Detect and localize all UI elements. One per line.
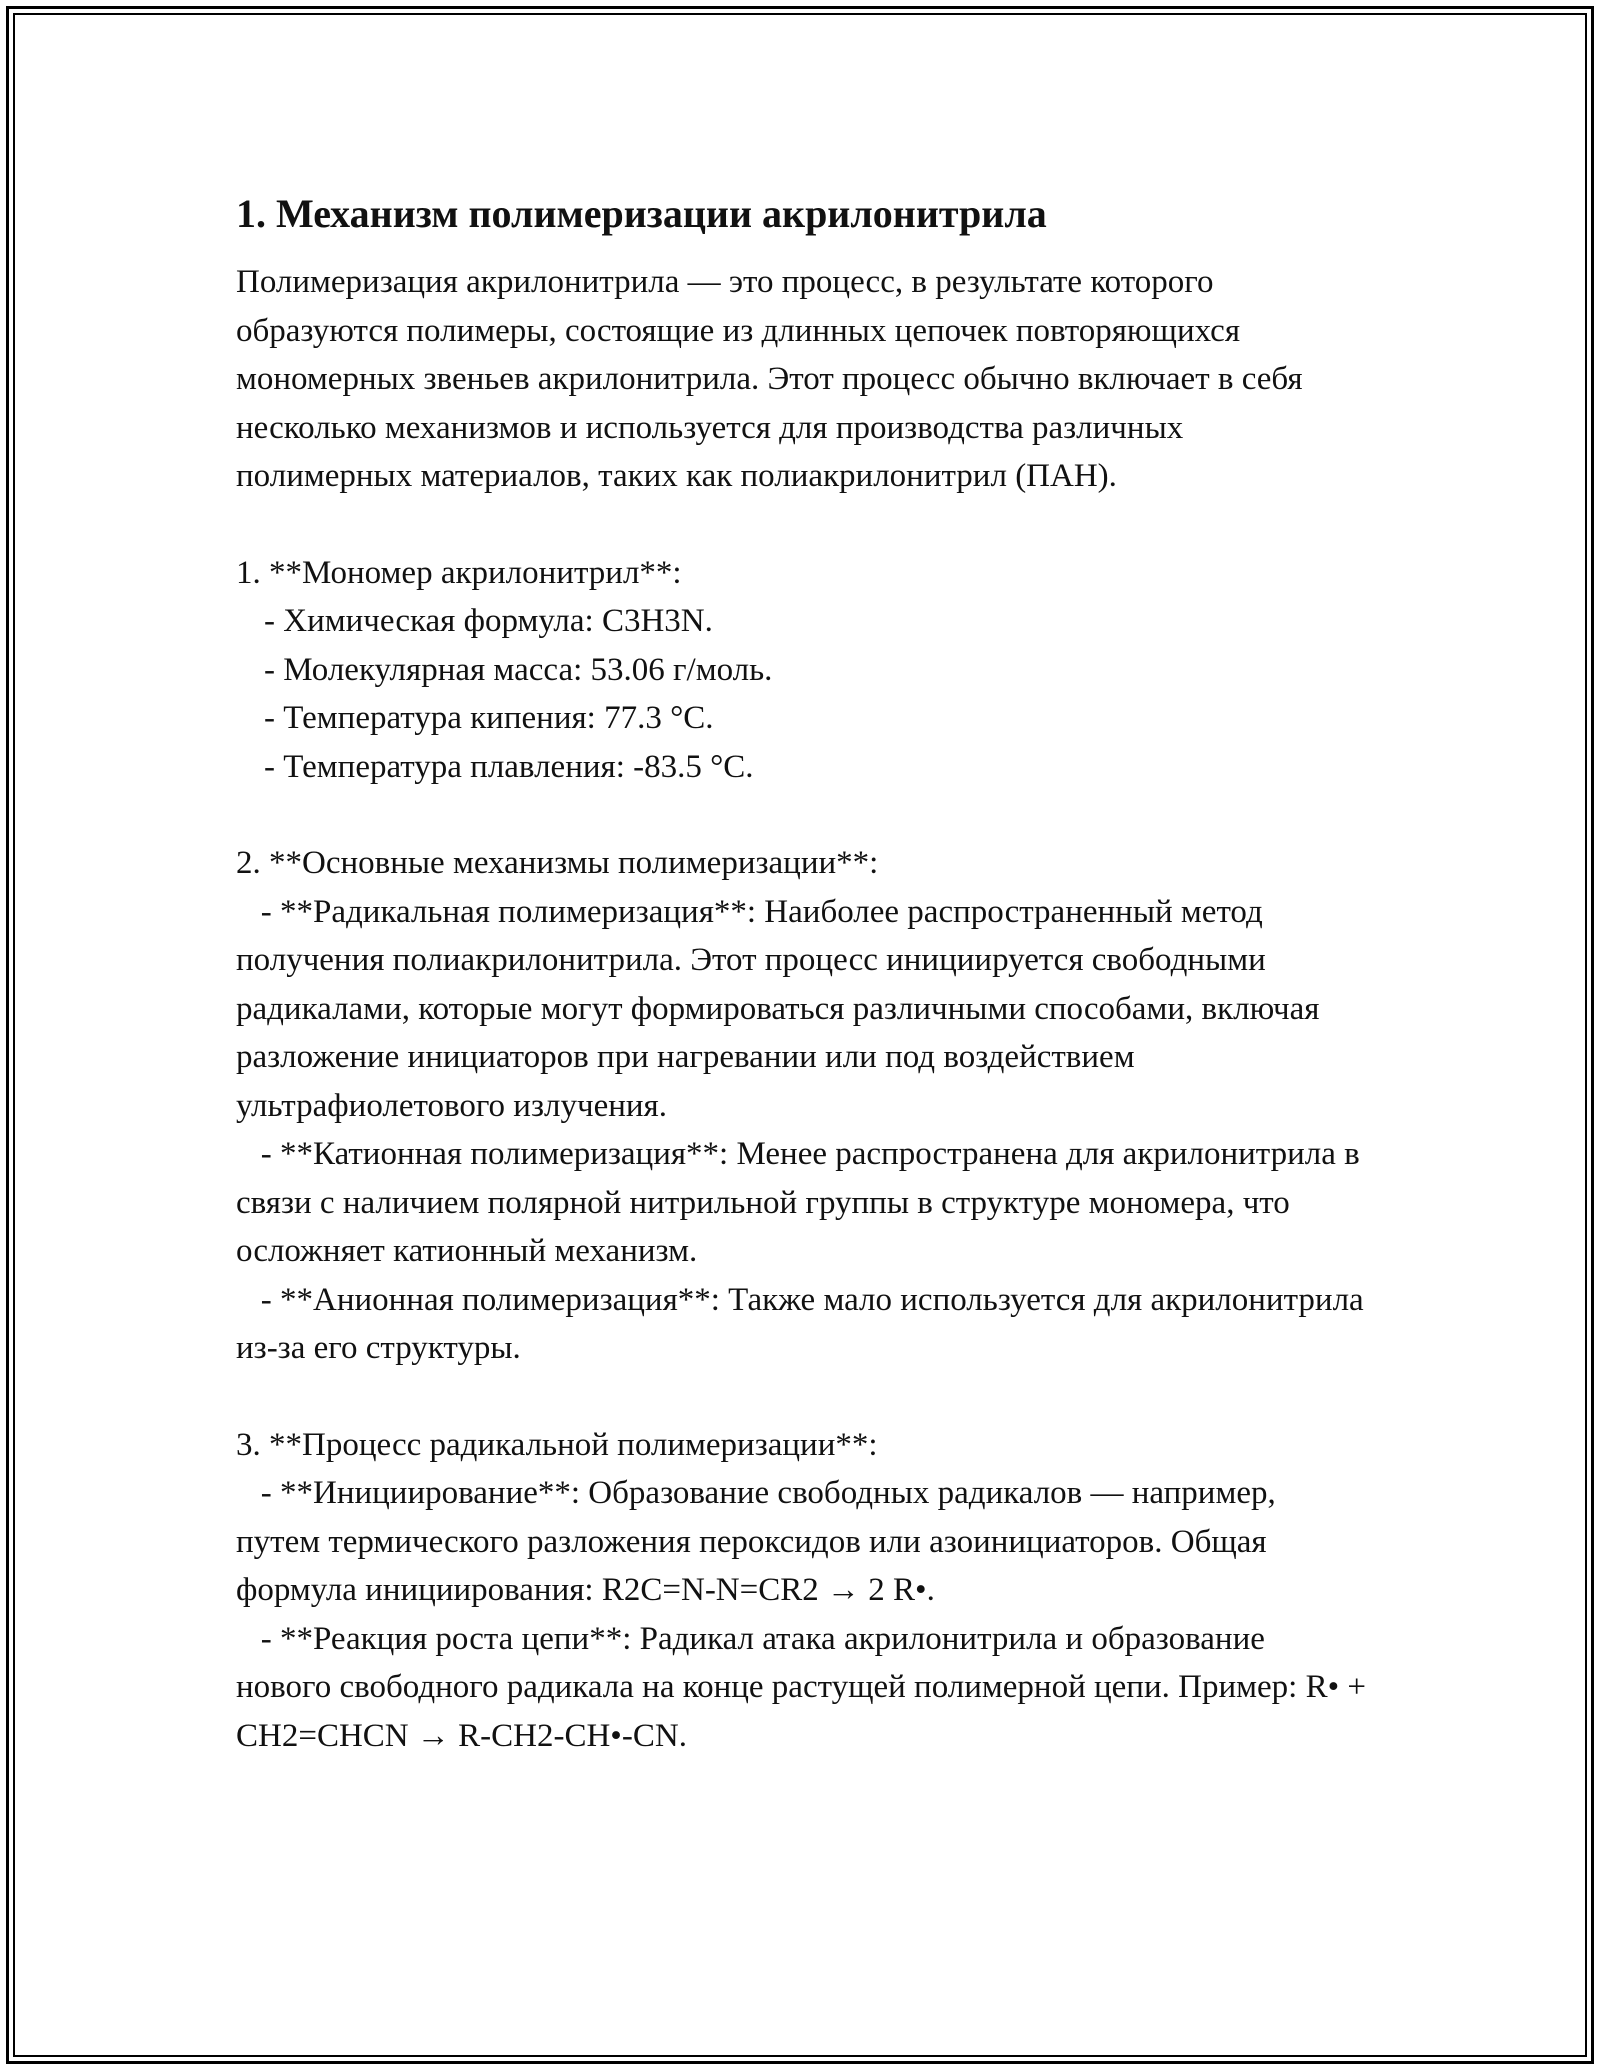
list-item: - Температура плавления: -83.5 °C. [264,748,754,785]
intro-paragraph: Полимеризация акрилонитрила — это процесс, в результате которого образуются полимеры, состоящие из длинных цепочек повторяющихся мономерных звеньев акрилонитрила. Этот процесс обычно включает в себя несколько механизмов и используется для производства различных полимерных материалов, таких как полиакрилонитрил (ПАН). [236,264,1303,494]
section-mechanisms [236,839,1372,1373]
section-heading: 3. **Процесс радикальной полимеризации**: [236,1426,878,1463]
section-heading: 1. **Мономер акрилонитрил**: [236,554,682,591]
document-title: 1. Механизм полимеризации акрилонитрила [236,191,1047,236]
list-item: - Молекулярная масса: 53.06 г/моль. [264,651,773,688]
document-body [236,186,1375,1760]
list-item: - **Радикальная полимеризация**: Наиболее распространенный метод получения полиакрилонитрила. Этот процесс инициируется свободными радикалами, которые могут формироваться различными способами, включая разложение инициаторов при нагревании или под воздействием ультрафиолетового излучения. [236,893,1328,1124]
list-item: - **Анионная полимеризация**: Также мало используется для акрилонитрила из-за его структуры. [236,1281,1372,1366]
section-monomer [236,549,1366,792]
section-radical-process [236,1421,1375,1761]
list-item: - **Катионная полимеризация**: Менее распространена для акрилонитрила в связи с наличием полярной нитрильной группы в структуре мономера, что осложняет катионный механизм. [236,1136,1368,1269]
list-item: - **Инициирование**: Образование свободных радикалов — например, путем термического разложения пероксидов или азоинициаторов. Общая формула инициирования: R2C=N-N=CR2 → 2 R•. [236,1475,1284,1608]
list-item: - Химическая формула: C3H3N. [264,603,713,639]
list-item: - Температура кипения: 77.3 °C. [264,700,714,736]
list-item: - **Реакция роста цепи**: Радикал атака акрилонитрила и образование нового свободного радикала на конце растущей полимерной цепи. Пример: R• + CH2=CHCN → R-CH2-CH•-CN. [236,1620,1375,1754]
section-heading: 2. **Основные механизмы полимеризации**: [236,845,879,881]
